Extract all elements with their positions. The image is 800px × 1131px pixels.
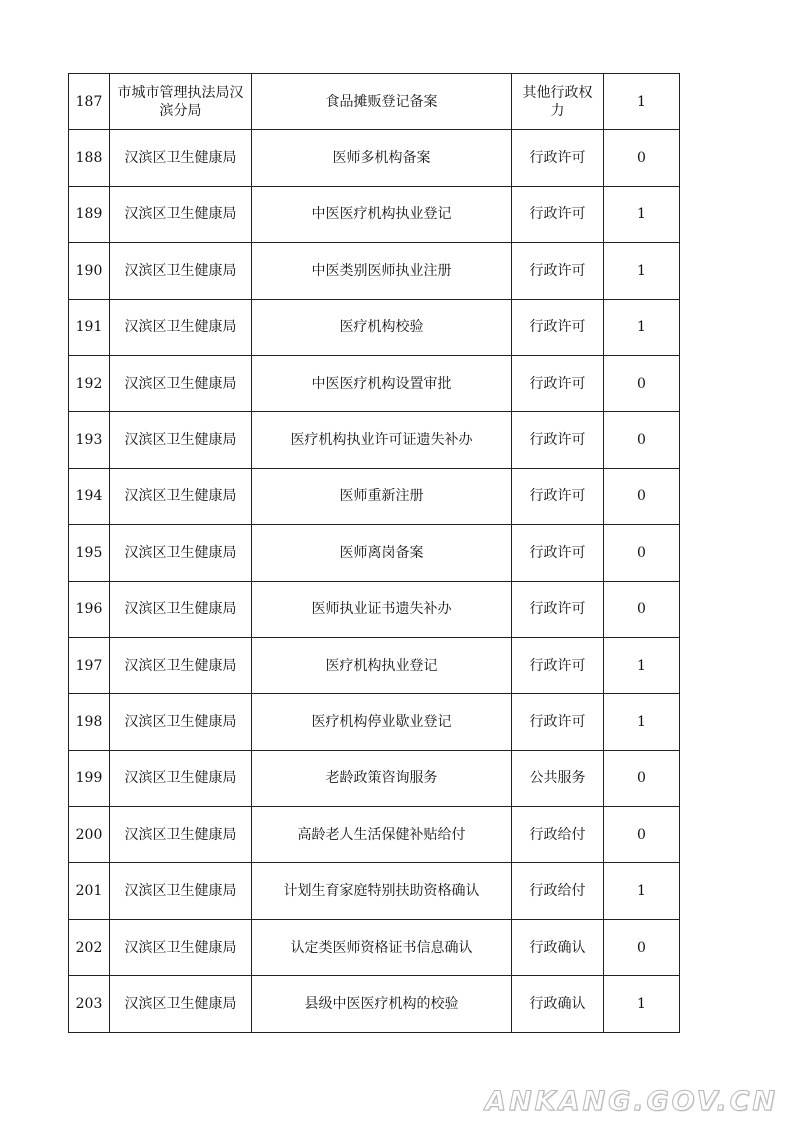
table-row — [69, 807, 680, 863]
item-name-cell: 医师重新注册 — [252, 468, 512, 524]
flag-cell: 0 — [604, 525, 680, 581]
table-row — [69, 130, 680, 186]
department-cell: 汉滨区卫生健康局 — [110, 186, 252, 242]
row-number-cell: 193 — [69, 412, 110, 468]
flag-cell: 1 — [604, 637, 680, 693]
flag-cell: 0 — [604, 919, 680, 975]
table-row — [69, 976, 680, 1032]
row-number-cell: 203 — [69, 976, 110, 1032]
power-type-cell: 行政许可 — [512, 186, 604, 242]
row-number-cell: 190 — [69, 243, 110, 299]
flag-cell: 1 — [604, 186, 680, 242]
department-cell: 汉滨区卫生健康局 — [110, 581, 252, 637]
site-watermark: ANKANG.GOV.CN — [485, 1086, 778, 1117]
row-number-cell: 199 — [69, 750, 110, 806]
records-table — [68, 73, 680, 1033]
department-cell: 汉滨区卫生健康局 — [110, 525, 252, 581]
department-cell: 汉滨区卫生健康局 — [110, 299, 252, 355]
row-number-cell: 200 — [69, 807, 110, 863]
flag-cell: 0 — [604, 412, 680, 468]
flag-cell: 1 — [604, 74, 680, 130]
table-row — [69, 412, 680, 468]
item-name-cell: 医师多机构备案 — [252, 130, 512, 186]
department-cell: 汉滨区卫生健康局 — [110, 694, 252, 750]
item-name-cell: 计划生育家庭特别扶助资格确认 — [252, 863, 512, 919]
item-name-cell: 医师执业证书遗失补办 — [252, 581, 512, 637]
power-type-cell: 行政许可 — [512, 581, 604, 637]
power-type-cell: 行政许可 — [512, 637, 604, 693]
power-type-cell: 行政许可 — [512, 412, 604, 468]
item-name-cell: 食品摊贩登记备案 — [252, 74, 512, 130]
table-row — [69, 355, 680, 411]
flag-cell: 0 — [604, 468, 680, 524]
item-name-cell: 医疗机构校验 — [252, 299, 512, 355]
row-number-cell: 191 — [69, 299, 110, 355]
table-row — [69, 299, 680, 355]
table-row — [69, 186, 680, 242]
item-name-cell: 医疗机构执业许可证遗失补办 — [252, 412, 512, 468]
row-number-cell: 202 — [69, 919, 110, 975]
department-cell: 汉滨区卫生健康局 — [110, 468, 252, 524]
power-type-cell: 行政给付 — [512, 807, 604, 863]
power-type-cell: 行政确认 — [512, 976, 604, 1032]
row-number-cell: 192 — [69, 355, 110, 411]
power-type-cell: 行政许可 — [512, 130, 604, 186]
department-cell: 汉滨区卫生健康局 — [110, 976, 252, 1032]
table-row — [69, 243, 680, 299]
row-number-cell: 194 — [69, 468, 110, 524]
row-number-cell: 188 — [69, 130, 110, 186]
item-name-cell: 医师离岗备案 — [252, 525, 512, 581]
row-number-cell: 197 — [69, 637, 110, 693]
flag-cell: 0 — [604, 355, 680, 411]
department-cell: 汉滨区卫生健康局 — [110, 863, 252, 919]
row-number-cell: 196 — [69, 581, 110, 637]
table-row — [69, 581, 680, 637]
table-row — [69, 525, 680, 581]
department-cell: 汉滨区卫生健康局 — [110, 919, 252, 975]
item-name-cell: 高龄老人生活保健补贴给付 — [252, 807, 512, 863]
table-row — [69, 863, 680, 919]
flag-cell: 1 — [604, 299, 680, 355]
item-name-cell: 县级中医医疗机构的校验 — [252, 976, 512, 1032]
power-type-cell: 行政给付 — [512, 863, 604, 919]
table-row — [69, 919, 680, 975]
flag-cell: 0 — [604, 130, 680, 186]
flag-cell: 1 — [604, 976, 680, 1032]
power-type-cell: 行政许可 — [512, 355, 604, 411]
table-row — [69, 694, 680, 750]
department-cell: 汉滨区卫生健康局 — [110, 130, 252, 186]
power-type-cell: 行政许可 — [512, 525, 604, 581]
row-number-cell: 201 — [69, 863, 110, 919]
power-type-cell: 其他行政权力 — [512, 74, 604, 130]
item-name-cell: 医疗机构执业登记 — [252, 637, 512, 693]
table-row — [69, 468, 680, 524]
department-cell: 市城市管理执法局汉滨分局 — [110, 74, 252, 130]
item-name-cell: 中医类别医师执业注册 — [252, 243, 512, 299]
flag-cell: 1 — [604, 863, 680, 919]
power-type-cell: 公共服务 — [512, 750, 604, 806]
department-cell: 汉滨区卫生健康局 — [110, 637, 252, 693]
flag-cell: 1 — [604, 243, 680, 299]
flag-cell: 0 — [604, 750, 680, 806]
power-type-cell: 行政许可 — [512, 299, 604, 355]
item-name-cell: 中医医疗机构执业登记 — [252, 186, 512, 242]
flag-cell: 0 — [604, 807, 680, 863]
power-type-cell: 行政确认 — [512, 919, 604, 975]
table-row — [69, 637, 680, 693]
row-number-cell: 187 — [69, 74, 110, 130]
flag-cell: 1 — [604, 694, 680, 750]
department-cell: 汉滨区卫生健康局 — [110, 807, 252, 863]
table-row — [69, 750, 680, 806]
department-cell: 汉滨区卫生健康局 — [110, 355, 252, 411]
table-row — [69, 74, 680, 130]
power-type-cell: 行政许可 — [512, 468, 604, 524]
item-name-cell: 认定类医师资格证书信息确认 — [252, 919, 512, 975]
item-name-cell: 中医医疗机构设置审批 — [252, 355, 512, 411]
power-type-cell: 行政许可 — [512, 243, 604, 299]
department-cell: 汉滨区卫生健康局 — [110, 412, 252, 468]
power-type-cell: 行政许可 — [512, 694, 604, 750]
row-number-cell: 189 — [69, 186, 110, 242]
row-number-cell: 195 — [69, 525, 110, 581]
department-cell: 汉滨区卫生健康局 — [110, 750, 252, 806]
flag-cell: 0 — [604, 581, 680, 637]
department-cell: 汉滨区卫生健康局 — [110, 243, 252, 299]
item-name-cell: 医疗机构停业歇业登记 — [252, 694, 512, 750]
row-number-cell: 198 — [69, 694, 110, 750]
item-name-cell: 老龄政策咨询服务 — [252, 750, 512, 806]
